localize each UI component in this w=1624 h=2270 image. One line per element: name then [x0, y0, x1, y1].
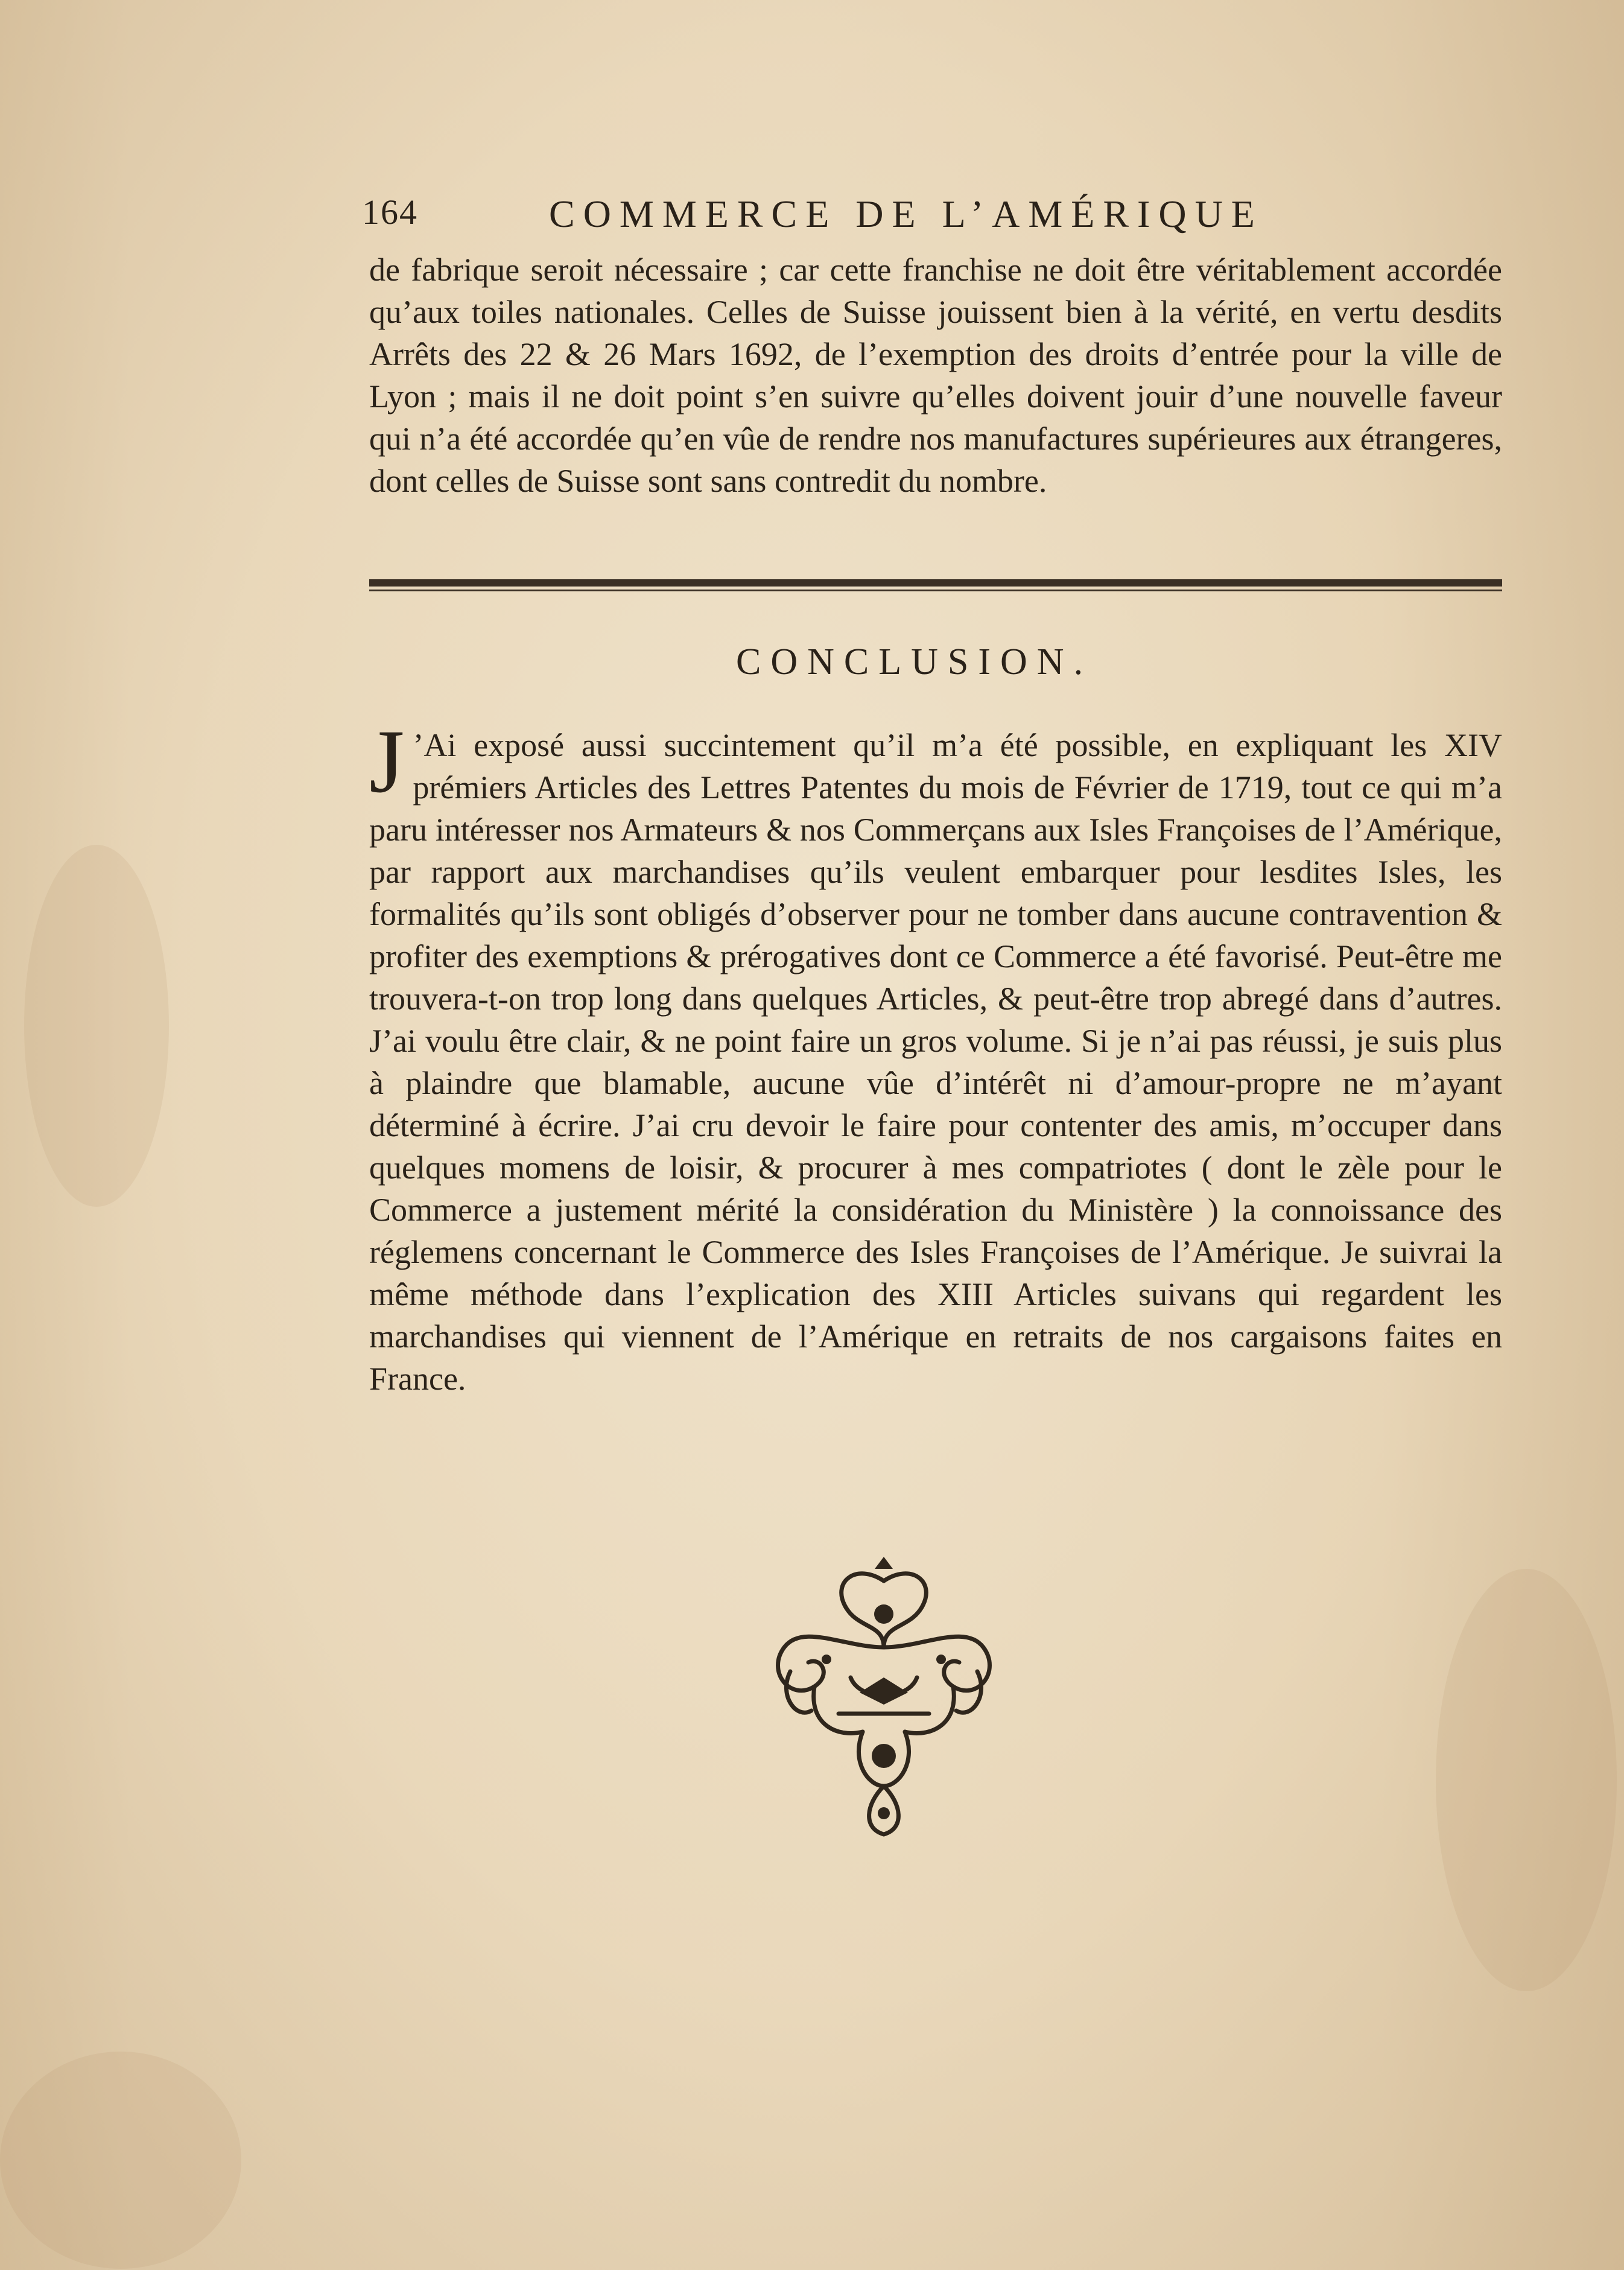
running-title: COMMERCE DE L’AMÉRIQUE	[549, 192, 1263, 235]
paper-stain	[24, 845, 169, 1207]
drop-cap: J	[369, 711, 405, 812]
section-heading: CONCLUSION.	[736, 641, 1093, 682]
conclusion-paragraph	[369, 711, 1502, 1400]
paper-stain	[0, 2052, 241, 2269]
paper-stain	[1436, 1569, 1617, 1991]
divider-thin-line	[369, 590, 1502, 591]
section-divider-rule	[369, 579, 1502, 593]
continued-paragraph: de fabrique seroit nécessaire ; car cette franchise ne doit être véritablement accordée qu’aux toiles nationales. Celles de Suisse jouissent bien à la vérité, en vertu desdits Arrêts des 22 & 26 Mars 1692, de l’exemption des droits d’entrée pour la ville de Lyon ; mais il ne doit point s’en suivre qu’elles doivent jouir d’une nouvelle faveur qui n’a été accordée qu’en vûe de rendre nos manufactures supérieures aux étrangeres, dont celles de Suisse sont sans contredit du nombre.	[369, 252, 1502, 499]
floral-tailpiece-ornament-icon	[754, 1557, 1013, 1846]
page-number: 164	[362, 192, 418, 232]
conclusion-body: ’Ai exposé aussi succintement qu’il m’a été possible, en expliquant les XIV prémiers Articles des Lettres Patentes du mois de Février de 1719, tout ce qui m’a paru intéresser nos Armateurs & nos Commerçans aux Isles Françoises de l’Amérique, par rapport aux marchandises qu’ils veulent embarquer pour lesdites Isles, les formalités qu’ils sont obligés d’observer pour ne tomber dans aucune contravention & profiter des exemptions & prérogatives dont ce Commerce a été favorisé. Peut-être me trouvera-t-on trop long dans quelques Articles, & peut-être trop abregé dans d’autres. J’ai voulu être clair, & ne point faire un gros volume. Si je n’ai pas réussi, je suis plus à plaindre que blamable, aucune vûe d’intérêt ni d’amour-propre ne m’ayant déterminé à écrire. J’ai cru devoir le faire pour contenter des amis, m’occuper dans quelques momens de loisir, & procurer à mes compatriotes ( dont le zèle pour le Commerce a justement mérité la considération du Ministère ) la connoissance des réglemens concernant le Commerce des Isles Françoises de l’Amérique. Je suivrai la même méthode dans l’explication des XIII Articles suivans qui regardent les marchandises qui viennent de l’Amérique en retraits de nos cargaisons faites en France.	[369, 727, 1502, 1397]
running-header	[362, 192, 1363, 240]
divider-thick-line	[369, 579, 1502, 587]
